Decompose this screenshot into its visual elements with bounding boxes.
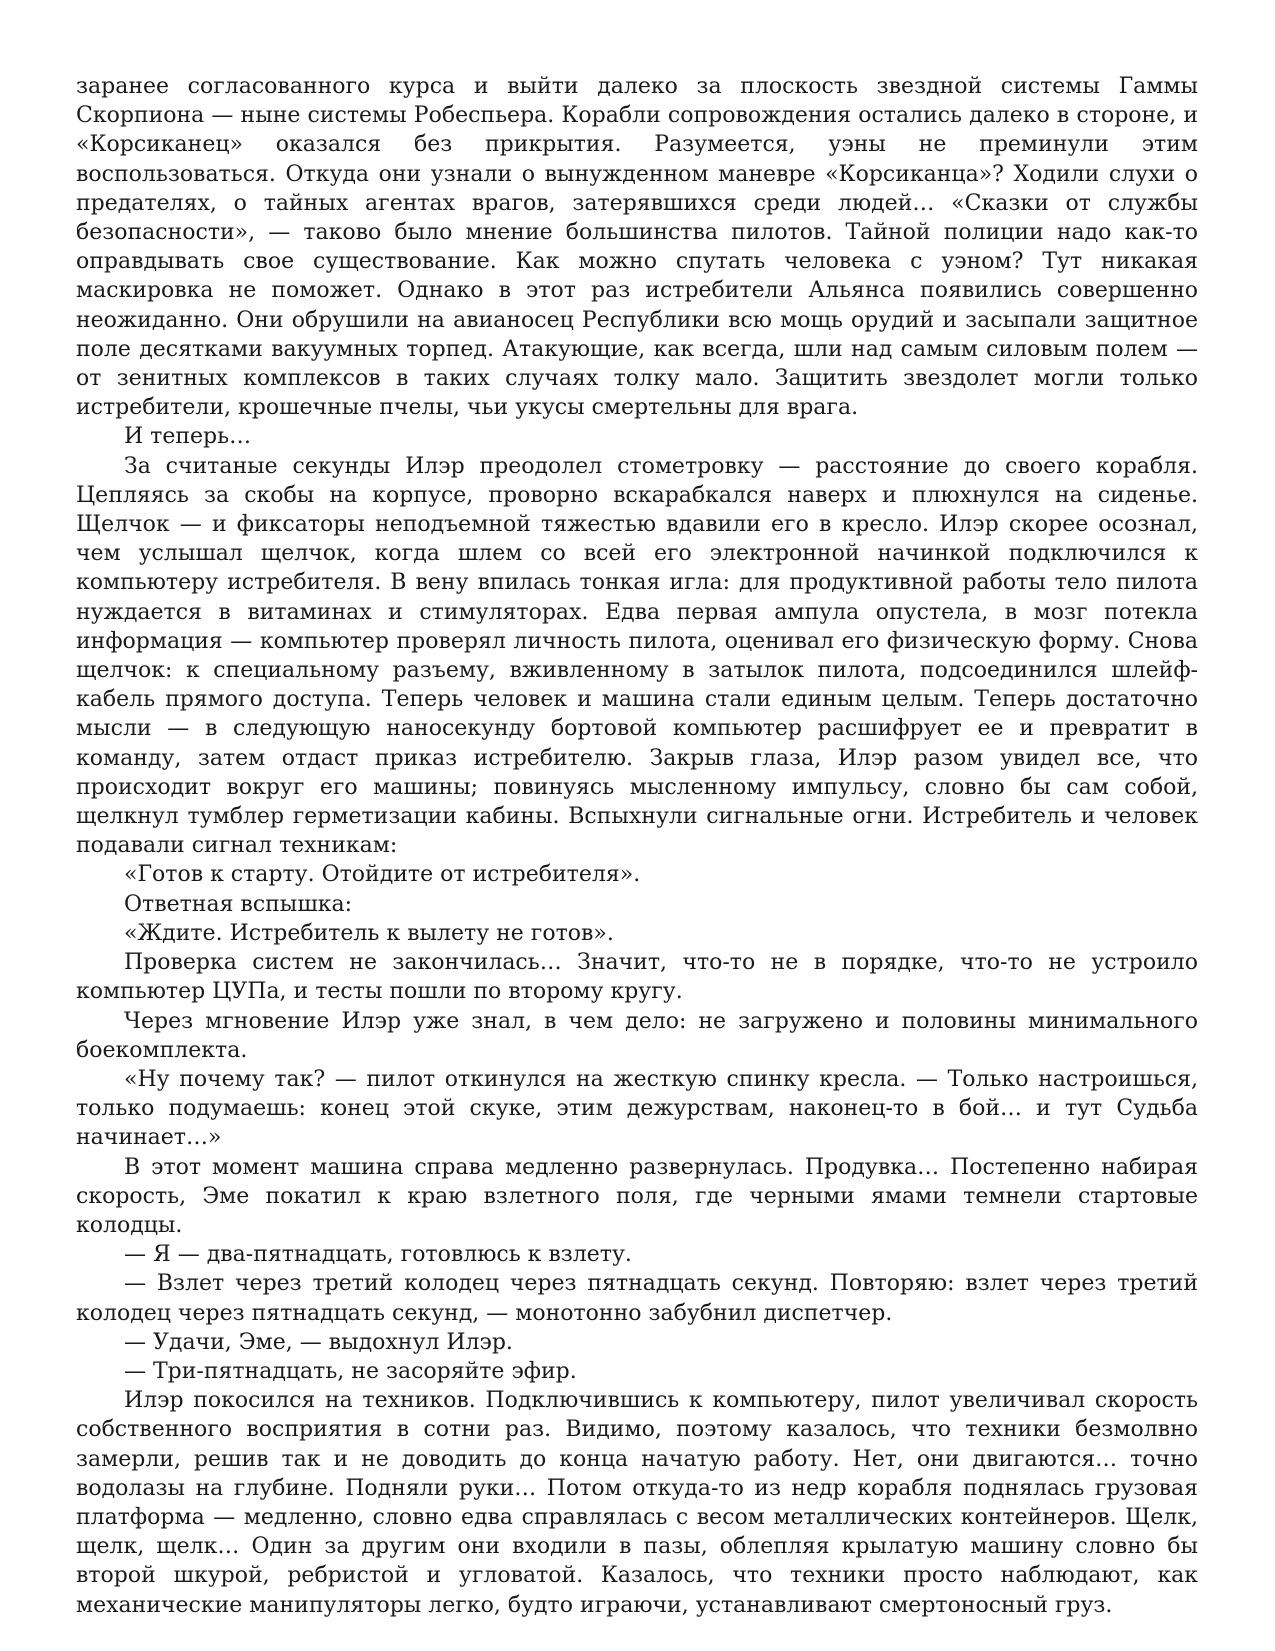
paragraph-7: Проверка систем не закончилась… Значит, что-то не в порядке, что-то не устроило компьютер ЦУПа, и тесты пошли по второму кругу. bbox=[76, 950, 1198, 1005]
paragraph-5: Ответная вспышка: bbox=[124, 891, 353, 917]
paragraph-9: «Ну почему так? — пилот откинулся на жесткую спинку кресла. — Только настроишься, только подумаешь: конец этой скуке, этим дежурствам, наконец-то в бой… и тут Судьба начинает…» bbox=[76, 1066, 1198, 1151]
paragraph-13: — Удачи, Эме, — выдохнул Илэр. bbox=[124, 1329, 513, 1355]
paragraph-1: заранее согласованного курса и выйти далеко за плоскость звездной системы Гаммы Скорпиона — ныне системы Робеспьера. Корабли сопровождения остались далеко в стороне, и «Корсиканец» оказался без прикрытия. Разумеется, уэны не преминули этим воспользоваться. Откуда они узнали о вынужденном маневре «Корсиканца»? Ходили слухи о предателях, о тайных агентах врагов, затерявшихся среди людей… «Сказки от службы безопасности», — таково было мнение большинства пилотов. Тайной полиции надо как-то оправдывать свое существование. Как можно спутать человека с уэном? Тут никакая маскировка не поможет. Однако в этот раз истребители Альянса появились совершенно неожиданно. Они обрушили на авианосец Республики всю мощь орудий и засыпали защитное поле десятками вакуумных торпед. Атакующие, как всегда, шли над самым силовым полем — от зенитных комплексов в таких случаях толку мало. Защитить звездолет могли только истребители, крошечные пчелы, чьи укусы смертельны для врага. bbox=[76, 74, 1198, 421]
paragraph-8: Через мгновение Илэр уже знал, в чем дело: не загружено и половины минимального боекомплекта. bbox=[76, 1008, 1198, 1063]
paragraph-3: За считаные секунды Илэр преодолел стометровку — расстояние до своего корабля. Цепляясь за скобы на корпусе, проворно вскарабкался наверх и плюхнулся на сиденье. Щелчок — и фиксаторы неподъемной тяжестью вдавили его в кресло. Илэр скорее осознал, чем услышал щелчок, когда шлем со всей его электронной начинкой подключился к компьютеру истребителя. В вену впилась тонкая игла: для продуктивной работы тело пилота нуждается в витаминах и стимуляторах. Едва первая ампула опустела, в мозг потекла информация — компьютер проверял личность пилота, оценивал его физическую форму. Снова щелчок: к специальному разъему, вживленному в затылок пилота, подсоединился шлейф-кабель прямого доступа. Теперь человек и машина стали единым целым. Теперь достаточно мысли — в следующую наносекунду бортовой компьютер расшифрует ее и превратит в команду, затем отдаст приказ истребителю. Закрыв глаза, Илэр разом увидел все, что происходит вокруг его машины; повинуясь мысленному импульсу, словно бы сам собой, щелкнул тумблер герметизации кабины. Вспыхнули сигнальные огни. Истребитель и человек подавали сигнал техникам: bbox=[76, 453, 1198, 859]
paragraph-11: — Я — два-пятнадцать, готовлюсь к взлету. bbox=[124, 1242, 632, 1268]
paragraph-6: «Ждите. Истребитель к вылету не готов». bbox=[124, 920, 614, 946]
paragraph-14: — Три-пятнадцать, не засоряйте эфир. bbox=[124, 1358, 577, 1384]
paragraph-12: — Взлет через третий колодец через пятнадцать секунд. Повторяю: взлет через третий колодец через пятнадцать секунд, — монотонно забубнил диспетчер. bbox=[76, 1271, 1198, 1326]
paragraph-2: И теперь… bbox=[124, 424, 252, 450]
book-page bbox=[76, 72, 1198, 1620]
paragraph-15: Илэр покосился на техников. Подключившись к компьютеру, пилот увеличивал скорость собственного восприятия в сотни раз. Видимо, поэтому казалось, что техники безмолвно замерли, решив так и не доводить до конца начатую работу. Нет, они двигаются… точно водолазы на глубине. Подняли руки… Потом откуда-то из недр корабля поднялась грузовая платформа — медленно, словно едва справлялась с весом металлических контейнеров. Щелк, щелк, щелк… Один за другим они входили в пазы, облепляя крылатую машину словно бы второй шкурой, ребристой и угловатой. Казалось, что техники просто наблюдают, как механические манипуляторы легко, будто играючи, устанавливают смертоносный груз. bbox=[76, 1388, 1198, 1618]
paragraph-10: В этот момент машина справа медленно развернулась. Продувка… Постепенно набирая скорость, Эме покатил к краю взлетного поля, где черными ямами темнели стартовые колодцы. bbox=[76, 1154, 1198, 1238]
paragraph-4: «Готов к старту. Отойдите от истребителя». bbox=[124, 862, 641, 888]
